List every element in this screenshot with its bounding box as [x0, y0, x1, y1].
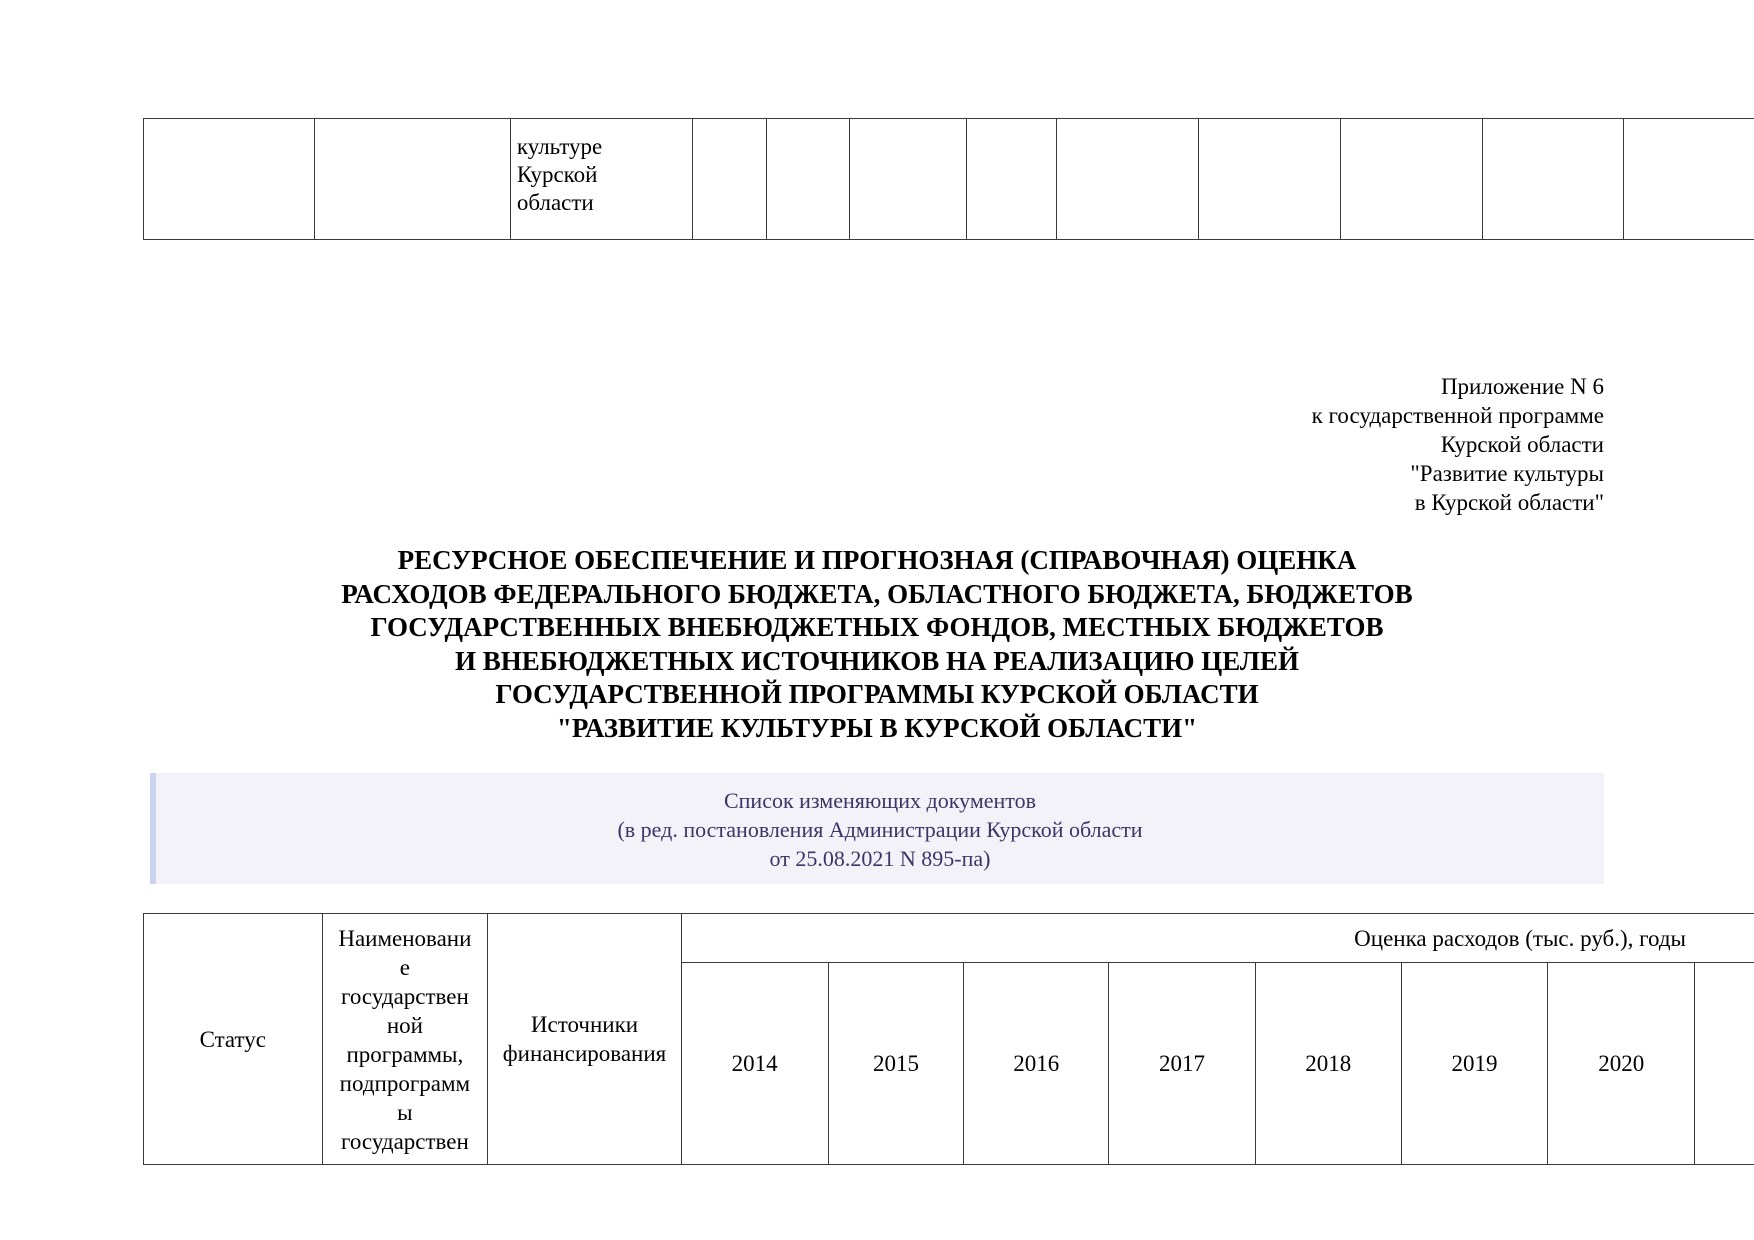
header-text-line: финансирования: [502, 1041, 667, 1066]
amendments-line: от 25.08.2021 N 895-па): [769, 846, 991, 871]
table-cell: [144, 119, 315, 240]
title-line: ГОСУДАРСТВЕННОЙ ПРОГРАММЫ КУРСКОЙ ОБЛАСТИ: [495, 679, 1259, 709]
table-cell: [1198, 119, 1340, 240]
header-text-line: государствен: [340, 984, 469, 1009]
table-cell: [1340, 119, 1482, 240]
appendix-line: "Развитие культуры: [1410, 461, 1604, 486]
appendix-line: Приложение N 6: [1440, 374, 1604, 399]
header-status: Статус: [144, 914, 323, 1165]
appendix-reference: [1312, 372, 1604, 517]
title-line: "РАЗВИТИЕ КУЛЬТУРЫ В КУРСКОЙ ОБЛАСТИ": [556, 712, 1198, 743]
resource-table: [143, 913, 1754, 1165]
header-text-line: подпрограмм: [339, 1071, 471, 1096]
header-text-line: ы: [397, 1100, 413, 1125]
cell-text-line: культуре: [516, 134, 603, 159]
header-text-line: Наименовани: [338, 926, 472, 951]
header-expense-estimate: Оценка расходов (тыс. руб.), годы: [681, 914, 1754, 963]
header-program-name: [322, 914, 488, 1165]
appendix-line: к государственной программе: [1311, 403, 1604, 428]
header-year: 2015: [828, 963, 964, 1165]
table-header-row: [144, 914, 1754, 963]
header-year: 2016: [964, 963, 1109, 1165]
cell-text-line: области: [516, 190, 594, 215]
header-text-line: Источники: [530, 1012, 639, 1037]
header-year: 2019: [1401, 963, 1548, 1165]
header-year: 2020: [1548, 963, 1695, 1165]
appendix-line: Курской области: [1440, 432, 1604, 457]
table-cell-program-name: [510, 119, 692, 240]
table-row: [144, 119, 1754, 240]
title-line: И ВНЕБЮДЖЕТНЫХ ИСТОЧНИКОВ НА РЕАЛИЗАЦИЮ ЦЕЛЕЙ: [454, 645, 1300, 676]
title-line: ГОСУДАРСТВЕННЫХ ВНЕБЮДЖЕТНЫХ ФОНДОВ, МЕСТНЫХ БЮДЖЕТОВ: [370, 612, 1384, 642]
amendments-heading: Список изменяющих документов: [723, 788, 1036, 813]
table-cell: [1482, 119, 1623, 240]
appendix-line: в Курской области": [1414, 490, 1604, 515]
table-cell: [1623, 119, 1754, 240]
previous-table-fragment: [143, 118, 1754, 240]
table-cell: [966, 119, 1056, 240]
table-cell: [692, 119, 766, 240]
header-year: 2014: [681, 963, 828, 1165]
table-cell: [1056, 119, 1198, 240]
table-cell: [766, 119, 849, 240]
title-line: РЕСУРСНОЕ ОБЕСПЕЧЕНИЕ И ПРОГНОЗНАЯ (СПРАВОЧНАЯ) ОЦЕНКА: [397, 545, 1357, 575]
header-year: 2018: [1255, 963, 1401, 1165]
amendments-line: (в ред. постановления Администрации Курской области: [617, 817, 1143, 842]
cell-text-line: Курской: [516, 162, 598, 187]
document-title: [0, 544, 1754, 745]
header-text-line: е: [399, 955, 410, 980]
header-text-line: ной: [386, 1013, 423, 1038]
title-line: РАСХОДОВ ФЕДЕРАЛЬНОГО БЮДЖЕТА, ОБЛАСТНОГО БЮДЖЕТА, БЮДЖЕТОВ: [341, 578, 1413, 609]
table-cell: [314, 119, 510, 240]
table-cell: [849, 119, 966, 240]
header-funding-sources: [488, 914, 682, 1165]
header-year: [1695, 963, 1754, 1165]
header-text-line: государствен: [340, 1129, 469, 1154]
header-text-line: программы,: [346, 1042, 464, 1067]
header-year: 2017: [1109, 963, 1256, 1165]
amendments-box: [150, 773, 1604, 884]
